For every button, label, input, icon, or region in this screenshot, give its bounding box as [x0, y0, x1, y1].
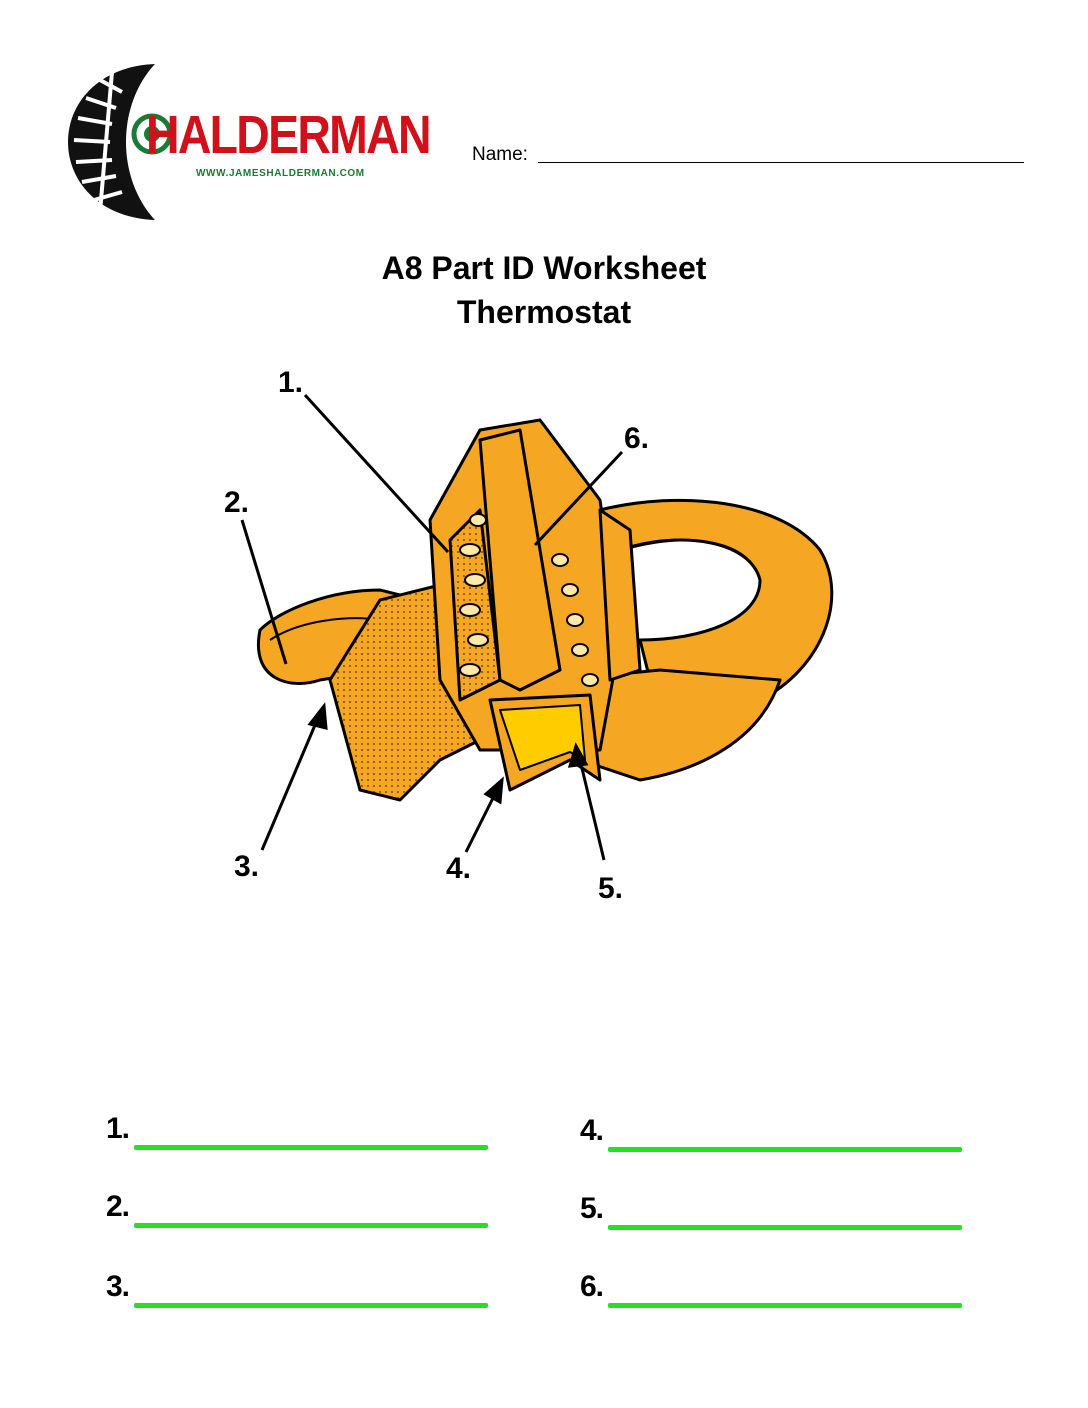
callout-5: 5.	[598, 872, 624, 905]
name-input-line[interactable]	[538, 162, 1024, 163]
answer-section	[0, 1100, 1088, 1320]
answer-3[interactable]	[106, 1272, 506, 1312]
answer-4-number: 4.	[580, 1114, 604, 1147]
answer-1[interactable]	[106, 1114, 506, 1154]
callout-3: 3.	[234, 850, 260, 883]
callout-6: 6.	[624, 422, 650, 455]
answer-4-line[interactable]	[608, 1147, 962, 1152]
answer-2-line[interactable]	[134, 1223, 488, 1228]
brand-name: HALDERMAN	[146, 105, 430, 165]
answer-1-line[interactable]	[134, 1145, 488, 1150]
answer-4[interactable]	[580, 1116, 980, 1156]
thermostat-cutaway-illustration	[0, 340, 1088, 920]
answer-2-number: 2.	[106, 1190, 130, 1223]
answer-5-number: 5.	[580, 1192, 604, 1225]
answer-6-number: 6.	[580, 1270, 604, 1303]
answer-3-line[interactable]	[134, 1303, 488, 1308]
page-subtitle: Thermostat	[456, 294, 632, 330]
name-field[interactable]	[472, 142, 1024, 166]
name-label: Name:	[472, 144, 528, 165]
answer-1-number: 1.	[106, 1112, 130, 1145]
website-url: WWW.JAMESHALDERMAN.COM	[196, 168, 365, 179]
page-title: A8 Part ID Worksheet	[381, 250, 707, 286]
answer-3-number: 3.	[106, 1270, 130, 1303]
halderman-logo	[60, 62, 430, 222]
answer-5[interactable]	[580, 1194, 980, 1234]
thermostat-diagram	[0, 340, 1088, 920]
answer-5-line[interactable]	[608, 1225, 962, 1230]
answer-2[interactable]	[106, 1192, 506, 1232]
answer-6[interactable]	[580, 1272, 980, 1312]
callout-2: 2.	[224, 486, 250, 519]
callout-1: 1.	[278, 366, 304, 399]
answer-6-line[interactable]	[608, 1303, 962, 1308]
callout-4: 4.	[446, 852, 472, 885]
